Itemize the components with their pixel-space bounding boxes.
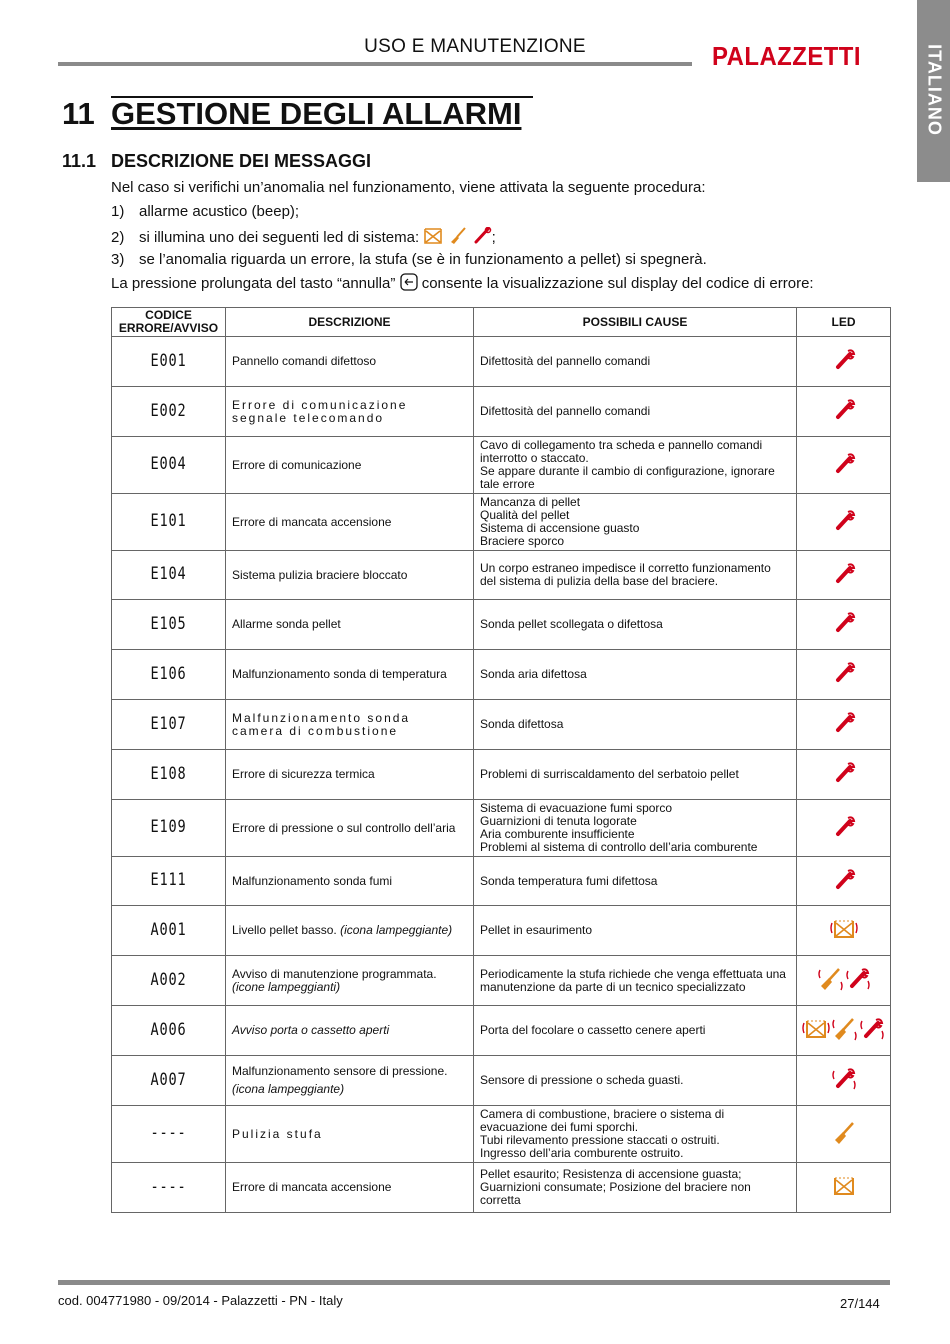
error-code: E105 [150,613,187,634]
error-code: E108 [150,763,187,784]
row-causes-cell [474,857,797,906]
row-description: Errore di mancata accensione [232,1180,392,1194]
row-cause-line: Sistema di accensione guasto [480,521,640,535]
row-description-cell [226,750,474,800]
row-cause-line: Se appare durante il cambio di configurazione, ignorare tale errore [480,464,775,491]
row-description: Pulizia stufa [232,1126,323,1141]
row-description-cell [226,1056,474,1106]
row-description-cell [226,700,474,750]
table-row [112,551,891,600]
row-causes-cell [474,800,797,857]
error-code: E002 [150,400,187,421]
row-description: Errore di pressione o sul controllo dell’aria [232,820,456,835]
row-description-note: (icona lampeggiante) [232,1082,345,1096]
wrench-icon [797,650,891,700]
language-tab [917,0,950,182]
error-code: A002 [150,969,187,990]
error-code: E101 [150,511,187,531]
table-row [112,494,891,551]
row-description: Malfunzionamento sonda camera di combustione [232,710,411,738]
row-cause-line: Cavo di collegamento tra scheda e pannello comandi interrotto o staccato. [480,438,763,465]
row-code [112,1163,226,1213]
row-description-cell [226,906,474,956]
broom-icon [448,227,468,249]
item-number: 1) [111,203,125,220]
row-cause-line: Tubi rilevamento pressione staccati o ostruiti. [480,1133,720,1147]
error-code: E107 [150,713,187,734]
wrench-icon [797,387,891,437]
subsection-title: DESCRIZIONE DEI MESSAGGI [111,151,372,171]
table-row [112,1163,891,1213]
row-causes-cell [474,437,797,494]
row-cause-line: Sensore di pressione o scheda guasti. [480,1073,684,1087]
row-code [112,906,226,956]
row-description: Pannello comandi difettoso [232,354,377,368]
row-description-cell [226,800,474,857]
row-cause-line: Sonda temperatura fumi difettosa [480,873,658,888]
wrench-icon [797,551,891,600]
section-number: 11 [62,96,95,131]
annulla-text-end: consente la visualizzazione sul display del codice di errore: [421,274,814,292]
row-cause-line: Difettosità del pannello comandi [480,354,651,368]
row-cause-line: Problemi di surriscaldamento del serbatoio pellet [480,767,739,781]
row-cause-line: Camera di combustione, braciere o sistema di evacuazione dei fumi sporchi. [480,1107,725,1134]
table-row [112,800,891,857]
row-code [112,700,226,750]
cancel-key-icon [400,273,418,295]
row-cause-line: Qualità del pellet [480,508,570,522]
header-title: USO E MANUTENZIONE [364,36,586,57]
row-code [112,1106,226,1163]
alarms-table [111,307,891,1213]
row-description-cell [226,337,474,387]
row-description-note: (icona lampeggiante) [340,923,453,937]
language-tab-label: ITALIANO [924,44,944,136]
item-end: ; [491,228,496,246]
table-row [112,906,891,956]
row-description: Malfunzionamento sensore di pressione. [232,1064,448,1078]
error-code: ---- [150,1123,187,1143]
table-row [112,387,891,437]
row-causes-cell [474,337,797,387]
row-description: Errore di mancata accensione [232,514,392,529]
row-cause-line: Guarnizioni di tenuta logorate [480,814,637,828]
header-causes: POSSIBILI CAUSE [474,308,797,337]
row-description-cell [226,600,474,650]
row-code [112,551,226,600]
row-cause-line: Sonda difettosa [480,717,564,731]
row-cause-line: Sistema di evacuazione fumi sporco [480,801,673,815]
table-row [112,650,891,700]
error-code: E104 [150,564,187,584]
table-row [112,600,891,650]
intro-line: Nel caso si verifichi un’anomalia nel funzionamento, viene attivata la seguente procedura: [111,179,706,196]
row-cause-line: Problemi al sistema di controllo dell’aria comburente [480,840,758,854]
row-code [112,800,226,857]
row-description-cell [226,437,474,494]
row-code [112,857,226,906]
header-led: LED [797,308,891,337]
error-code: A006 [150,1019,187,1040]
row-description-cell [226,387,474,437]
wrench-icon [797,337,891,387]
row-description: Allarme sonda pellet [232,617,341,631]
row-causes-cell [474,906,797,956]
row-cause-line: Un corpo estraneo impedisce il corretto funzionamento del sistema di pulizia della base del braciere. [480,561,771,588]
header-description: DESCRIZIONE [226,308,474,337]
row-cause-line: Ingresso dell’aria comburente ostruito. [480,1146,684,1160]
row-code [112,1006,226,1056]
row-description: Livello pellet basso. [232,923,337,937]
wrench-icon [797,750,891,800]
footer-code: cod. 004771980 - 09/2014 - Palazzetti - PN - Italy [58,1293,343,1308]
wrench-blinking-icon [797,1056,891,1106]
all-blinking-icons [797,1006,891,1056]
table-header-row [112,308,891,337]
row-cause-line: Pellet in esaurimento [480,923,593,937]
subsection-number: 11.1 [62,151,97,171]
item-text: si illumina uno dei seguenti led di sistema: [139,228,420,246]
intro-item-1 [111,203,299,220]
broom-wrench-blinking-icons [797,956,891,1006]
row-causes-cell [474,700,797,750]
row-description: Avviso di manutenzione programmata. [232,966,437,981]
row-cause-line: Aria comburente insufficiente [480,827,635,841]
wrench-icon [797,437,891,494]
error-code: A007 [150,1069,187,1090]
wrench-icon [797,494,891,551]
row-cause-line: Periodicamente la stufa richiede che venga effettuata una manutenzione da parte di un tecnico specializzato [480,966,786,994]
page-number: 27/144 [840,1296,880,1311]
wrench-icon [797,600,891,650]
section-title: GESTIONE DEGLI ALLARMI [111,96,522,131]
row-cause-line: Mancanza di pellet [480,495,581,509]
row-causes-cell [474,551,797,600]
item-text: se l’anomalia riguarda un errore, la stufa (se è in funzionamento a pellet) si spegnerà. [139,251,707,268]
table-row [112,337,891,387]
row-causes-cell [474,750,797,800]
row-causes-cell [474,1106,797,1163]
error-code: E111 [150,870,187,890]
row-description-note: (icone lampeggianti) [232,979,341,994]
table-row [112,437,891,494]
row-causes-cell [474,1006,797,1056]
error-code: E109 [150,817,187,837]
row-code [112,750,226,800]
item-number: 2) [111,228,125,246]
row-code [112,337,226,387]
row-description-cell [226,650,474,700]
row-causes-cell [474,1163,797,1213]
row-description: Errore di comunicazione [232,457,362,472]
wrench-icon [797,857,891,906]
error-code: E001 [150,350,187,371]
brand-logo: PALAZZETTI [712,41,861,71]
row-cause-line: Sonda pellet scollegata o difettosa [480,617,663,631]
item-text: allarme acustico (beep); [139,203,300,220]
row-description: Sistema pulizia braciere bloccato [232,567,408,582]
row-description-cell [226,1006,474,1056]
pellet-blinking-icon [797,906,891,956]
row-code [112,956,226,1006]
intro-item-2 [111,227,496,249]
row-code [112,1056,226,1106]
header-rule [58,62,692,66]
error-code: E004 [150,454,187,474]
row-code [112,494,226,551]
row-description-cell [226,494,474,551]
row-cause-line: Braciere sporco [480,534,565,548]
pellet-icon [423,227,443,249]
row-description-note: Avviso porta o cassetto aperti [232,1023,390,1037]
error-code: ---- [150,1176,187,1197]
row-cause-line: Difettosità del pannello comandi [480,404,651,418]
error-code: A001 [150,919,187,940]
pellet-icon [797,1163,891,1213]
header-code: CODICE ERRORE/AVVISO [112,308,226,337]
table-row [112,1006,891,1056]
intro-line-annulla [111,273,814,295]
table-row [112,956,891,1006]
wrench-icon [472,227,492,249]
row-causes-cell [474,600,797,650]
row-code [112,650,226,700]
row-description-cell [226,956,474,1006]
row-code [112,437,226,494]
error-code: E106 [150,663,187,684]
table-row [112,1106,891,1163]
row-description: Errore di sicurezza termica [232,767,375,781]
table-row [112,700,891,750]
row-description: Malfunzionamento sonda di temperatura [232,667,447,681]
annulla-text: La pressione prolungata del tasto “annulla” [111,274,396,292]
row-description-cell [226,1106,474,1163]
wrench-icon [797,800,891,857]
row-causes-cell [474,650,797,700]
table-row [112,857,891,906]
table-row [112,1056,891,1106]
intro-item-3 [111,251,707,268]
row-cause-line: Pellet esaurito; Resistenza di accensione guasta; Guarnizioni consumate; Posizione del braciere non corretta [480,1167,751,1207]
wrench-icon [797,700,891,750]
row-description: Malfunzionamento sonda fumi [232,873,393,888]
row-cause-line: Sonda aria difettosa [480,667,587,681]
table-row [112,750,891,800]
row-description-cell [226,1163,474,1213]
row-description: Errore di comunicazione segnale telecomando [232,397,408,425]
item-number: 3) [111,251,125,268]
row-causes-cell [474,1056,797,1106]
broom-icon [797,1106,891,1163]
row-causes-cell [474,956,797,1006]
row-causes-cell [474,387,797,437]
row-description-cell [226,551,474,600]
row-code [112,387,226,437]
footer-rule [58,1280,890,1285]
row-description-cell [226,857,474,906]
row-causes-cell [474,494,797,551]
row-code [112,600,226,650]
row-cause-line: Porta del focolare o cassetto cenere aperti [480,1023,706,1037]
